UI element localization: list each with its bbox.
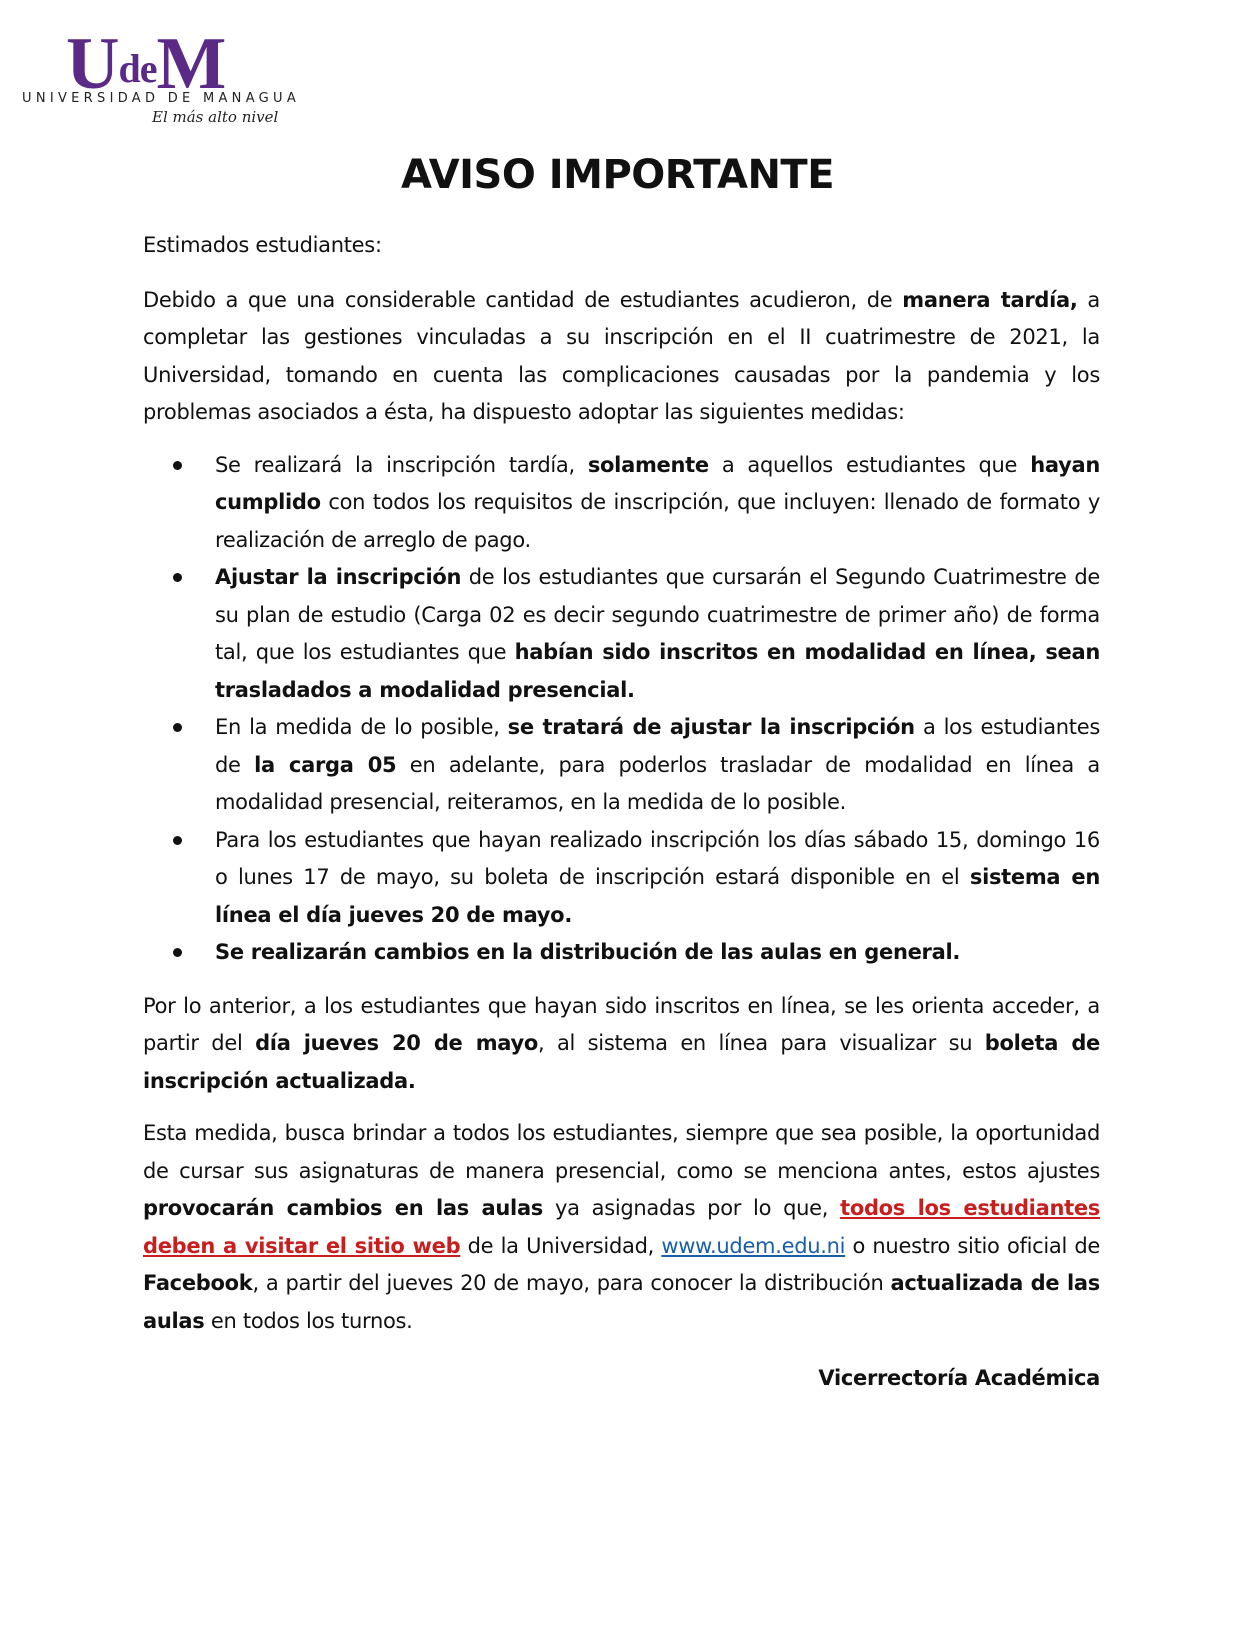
bullet-icon xyxy=(173,948,182,957)
list-item: Se realizará la inscripción tardía, solamente a aquellos estudiantes que hayan cumplido con todos los requisitos de inscripción, que incluyen: llenado de formato y realización de arreglo de pago. xyxy=(215,447,1100,560)
website-link[interactable]: www.udem.edu.ni xyxy=(661,1233,846,1258)
followup-paragraph: Por lo anterior, a los estudiantes que hayan sido inscritos en línea, se les orienta acceder, a partir del día jueves 20 de mayo, al sistema en línea para visualizar su boleta de inscripción actualizada. xyxy=(143,993,1100,1093)
notice-body xyxy=(143,227,1100,1413)
visit-website-notice: todos los estudiantes deben a visitar el sitio web xyxy=(143,1196,1100,1258)
list-item: Se realizarán cambios en la distribución de las aulas en general. xyxy=(215,934,1100,972)
page-title: AVISO IMPORTANTE xyxy=(400,152,835,198)
bullet-icon xyxy=(173,573,182,582)
bullet-icon xyxy=(173,836,182,845)
list-item: Para los estudiantes que hayan realizado inscripción los días sábado 15, domingo 16 o lunes 17 de mayo, su boleta de inscripción estará disponible en el sistema en línea el día jueves 20 de mayo. xyxy=(215,822,1100,935)
logo-wordmark: UdeM xyxy=(66,23,226,105)
logo-university-name: UNIVERSIDAD DE MANAGUA xyxy=(22,91,301,106)
signature: Vicerrectoría Académica xyxy=(818,1366,1100,1390)
list-item: Ajustar la inscripción de los estudiantes que cursarán el Segundo Cuatrimestre de su plan de estudio (Carga 02 es decir segundo cuatrimestre de primer año) de forma tal, que los estudiantes que habían sido inscritos en modalidad en línea, sean trasladados a modalidad presencial. xyxy=(215,559,1100,709)
measures-list xyxy=(143,447,1100,972)
logo-slogan: El más alto nivel xyxy=(152,108,279,126)
udem-logo xyxy=(18,25,318,130)
intro-paragraph: Debido a que una considerable cantidad de estudiantes acudieron, de manera tardía, a completar las gestiones vinculadas a su inscripción en el II cuatrimestre de 2021, la Universidad, tomando en cuenta las complicaciones causadas por la pandemia y los problemas asociados a ésta, ha dispuesto adoptar las siguientes medidas: xyxy=(143,287,1100,424)
greeting: Estimados estudiantes: xyxy=(143,233,382,257)
bullet-icon xyxy=(173,461,182,470)
closing-paragraph: Esta medida, busca brindar a todos los estudiantes, siempre que sea posible, la oportunidad de cursar sus asignaturas de manera presencial, como se menciona antes, estos ajustes provocarán cambios en las aulas ya asignadas por lo que, todos los estudiantes deben a visitar el sitio web de la Universidad, www.udem.edu.ni o nuestro sitio oficial de Facebook, a partir del jueves 20 de mayo, para conocer la distribución actualizada de las aulas en todos los turnos. xyxy=(143,1121,1100,1333)
list-item: En la medida de lo posible, se tratará de ajustar la inscripción a los estudiantes de la carga 05 en adelante, para poderlos trasladar de modalidad en línea a modalidad presencial, reiteramos, en la medida de lo posible. xyxy=(215,709,1100,822)
bullet-icon xyxy=(173,723,182,732)
